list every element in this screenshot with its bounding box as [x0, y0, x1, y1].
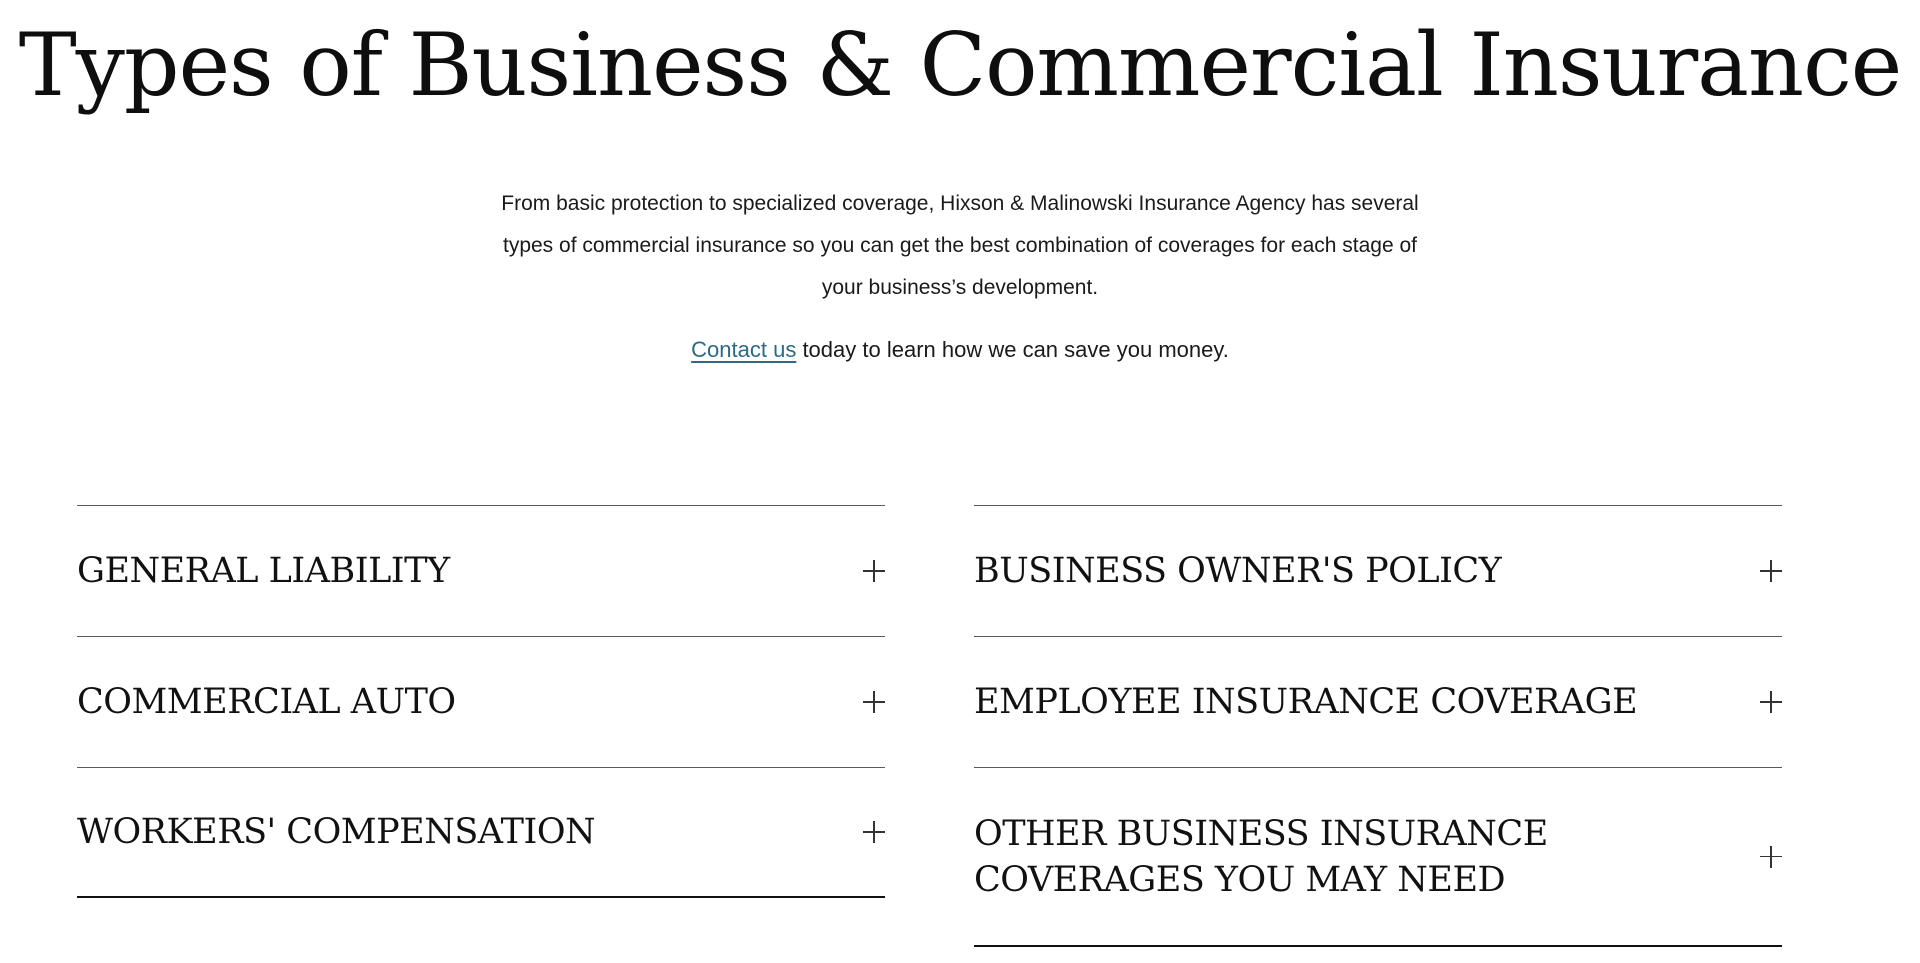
plus-icon[interactable] [863, 691, 885, 713]
accordion-item-title: COMMERCIAL AUTO [77, 682, 456, 722]
accordion-item-title: WORKERS' COMPENSATION [77, 812, 596, 852]
accordion-item-title: GENERAL LIABILITY [77, 551, 450, 591]
contact-us-link[interactable]: Contact us [691, 337, 797, 362]
plus-icon[interactable] [1760, 846, 1782, 868]
page-title: Types of Business & Commercial Insurance [18, 14, 1902, 116]
accordion-right-column [974, 505, 1782, 947]
accordion-item-business-owners-policy[interactable] [974, 505, 1782, 636]
contact-line-text: today to learn how we can save you money. [796, 337, 1229, 362]
accordion-item-title: BUSINESS OWNER'S POLICY [974, 551, 1502, 591]
accordion-left-column [77, 505, 885, 898]
accordion-item-employee-insurance-coverage[interactable] [974, 636, 1782, 767]
contact-line [500, 330, 1420, 370]
plus-icon[interactable] [1760, 560, 1782, 582]
plus-icon[interactable] [863, 560, 885, 582]
plus-icon[interactable] [1760, 691, 1782, 713]
intro-paragraph: From basic protection to specialized coverage, Hixson & Malinowski Insurance Agency has several types of commercial insurance so you can get the best combination of coverages for each stage of your business’s development. [501, 192, 1419, 299]
accordion-item-title: EMPLOYEE INSURANCE COVERAGE [974, 682, 1638, 722]
plus-icon[interactable] [863, 821, 885, 843]
accordion-item-other-business-coverages[interactable] [974, 767, 1782, 947]
accordion-item-title: OTHER BUSINESS INSURANCE COVERAGES YOU MAY NEED [974, 813, 1548, 900]
accordion-item-general-liability[interactable] [77, 505, 885, 636]
accordion-item-workers-compensation[interactable] [77, 767, 885, 898]
accordion-item-commercial-auto[interactable] [77, 636, 885, 767]
